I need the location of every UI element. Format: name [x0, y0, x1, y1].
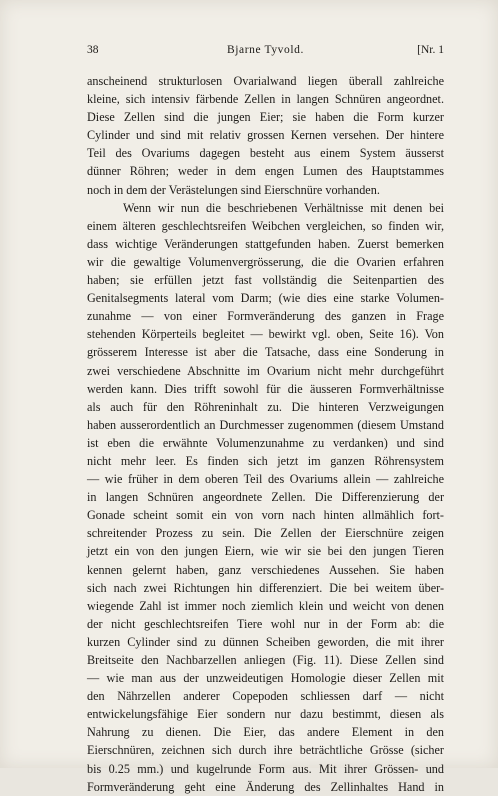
text-line: Eierschnüren, zeichnen sich durch ihre beträchtliche Grösse (sicher: [87, 743, 444, 758]
text-line: den Nährzellen anderer Copepoden schliessen darf — nicht: [87, 689, 444, 704]
text-line: Breitseite den Nachbarzellen anliegen (Fig. 11). Diese Zellen sind: [87, 653, 444, 667]
text-line: wir die gewaltige Volumenvergrösserung, die die Ovarien erfahren: [87, 254, 444, 269]
text-line: schreitender Prozess zu sein. Die Zellen der Eierschnüre zeigen: [87, 526, 444, 541]
text-line: kennen gelernt haben, ganz verschiedenes Aussehen. Sie haben: [87, 562, 444, 577]
running-head-issue: [Nr. 1: [417, 44, 444, 56]
body-text: [87, 72, 444, 796]
text-line: der nicht geschlechtsreifen Tiere wohl nur in der Form ab: die: [87, 616, 444, 631]
text-line: als auch für den Röhreninhalt zu. Die hinteren Verzweigungen: [87, 399, 444, 414]
text-line: dünner Röhren; weder in dem engen Lumen des Hauptstammes: [87, 164, 444, 179]
text-line: ist eben die erwähnte Volumenzunahme zu verdanken) und sind: [87, 435, 444, 450]
text-line: haben; sie erfüllen jetzt fast vollständig die Seitenpartien des: [87, 273, 444, 288]
text-line: Cylinder und sind mit relativ grossen Kernen versehen. Der hintere: [87, 128, 444, 143]
text-line: Gonade scheint somit ein von vorn nach hinten allmählich fort-: [87, 508, 444, 523]
text-line: einem älteren geschlechtsreifen Weibchen vergleichen, so finden wir,: [87, 218, 444, 233]
text-line: — wie früher in dem oberen Teil des Ovariums allein — zahlreiche: [87, 472, 444, 487]
text-line: — wie man aus der unzweideutigen Homologie dieser Zellen mit: [87, 671, 444, 686]
text-line: anscheinend strukturlosen Ovarialwand liegen überall zahlreiche: [87, 74, 444, 88]
text-line: Genitalsegments lateral vom Darm; (wie dies eine starke Volumen-: [87, 291, 444, 306]
text-line: stehenden Körperteils begleitet — bewirkt vgl. oben, Seite 16). Von: [87, 327, 444, 342]
text-line: entwickelungsfähige Eier sondern nur dazu bestimmt, diesen als: [87, 707, 444, 722]
text-line: grösserem Interesse ist aber die Tatsache, dass eine Sonderung in: [87, 345, 444, 360]
text-line: noch in dem der Verästelungen sind Eierschnüre vorhanden.: [87, 182, 380, 197]
text-line: Diese Zellen sind die jungen Eier; sie haben die Form kurzer: [87, 110, 444, 125]
text-line: Formveränderung geht eine Änderung des Zellinhaltes Hand in: [87, 779, 444, 794]
text-line: kurzen Cylinder sind zu dünnen Scheiben geworden, die mit ihrer: [87, 634, 444, 649]
text-line: in langen Schnüren angeordnete Zellen. Die Differenzierung der: [87, 490, 444, 505]
text-line: haben ausserordentlich an Durchmesser zugenommen (diesem Umstand: [87, 417, 444, 432]
text-line: werden kann. Dies trifft sowohl für die äusseren Formverhältnisse: [87, 381, 444, 396]
text-line: Wenn wir nun die beschriebenen Verhältnisse mit denen bei: [123, 200, 444, 215]
page-number: 38: [87, 44, 99, 56]
running-header: [87, 44, 444, 60]
text-line: Nahrung zu dienen. Die Eier, das andere Element in den: [87, 725, 444, 740]
text-line: sich nach zwei Richtungen hin differenziert. Die bei weitem über-: [87, 580, 444, 595]
text-line: zunahme — von einer Formveränderung des ganzen in Frage: [87, 309, 444, 324]
text-line: zwei verschiedene Abschnitte im Ovarium nicht mehr durchgeführt: [87, 363, 444, 378]
running-head-author: Bjarne Tyvold.: [226, 44, 304, 56]
text-line: bis 0.25 mm.) und kugelrunde Form aus. Mit ihrer Grössen- und: [87, 761, 444, 776]
text-line: Teil des Ovariums dagegen besteht aus einem System äusserst: [87, 146, 444, 161]
text-line: kleine, sich intensiv färbende Zellen in langen Schnüren angeordnet.: [87, 92, 444, 107]
text-line: nicht mehr leer. Es finden sich jetzt im ganzen Röhrensystem: [87, 453, 444, 468]
text-line: jetzt ein von den jungen Eiern, wie wir sie bei den jungen Tieren: [87, 544, 444, 559]
text-line: dass wichtige Veränderungen stattgefunden haben. Zuerst bemerken: [87, 236, 444, 251]
text-line: wiegende Zahl ist immer noch ziemlich klein und weicht von denen: [87, 598, 444, 613]
